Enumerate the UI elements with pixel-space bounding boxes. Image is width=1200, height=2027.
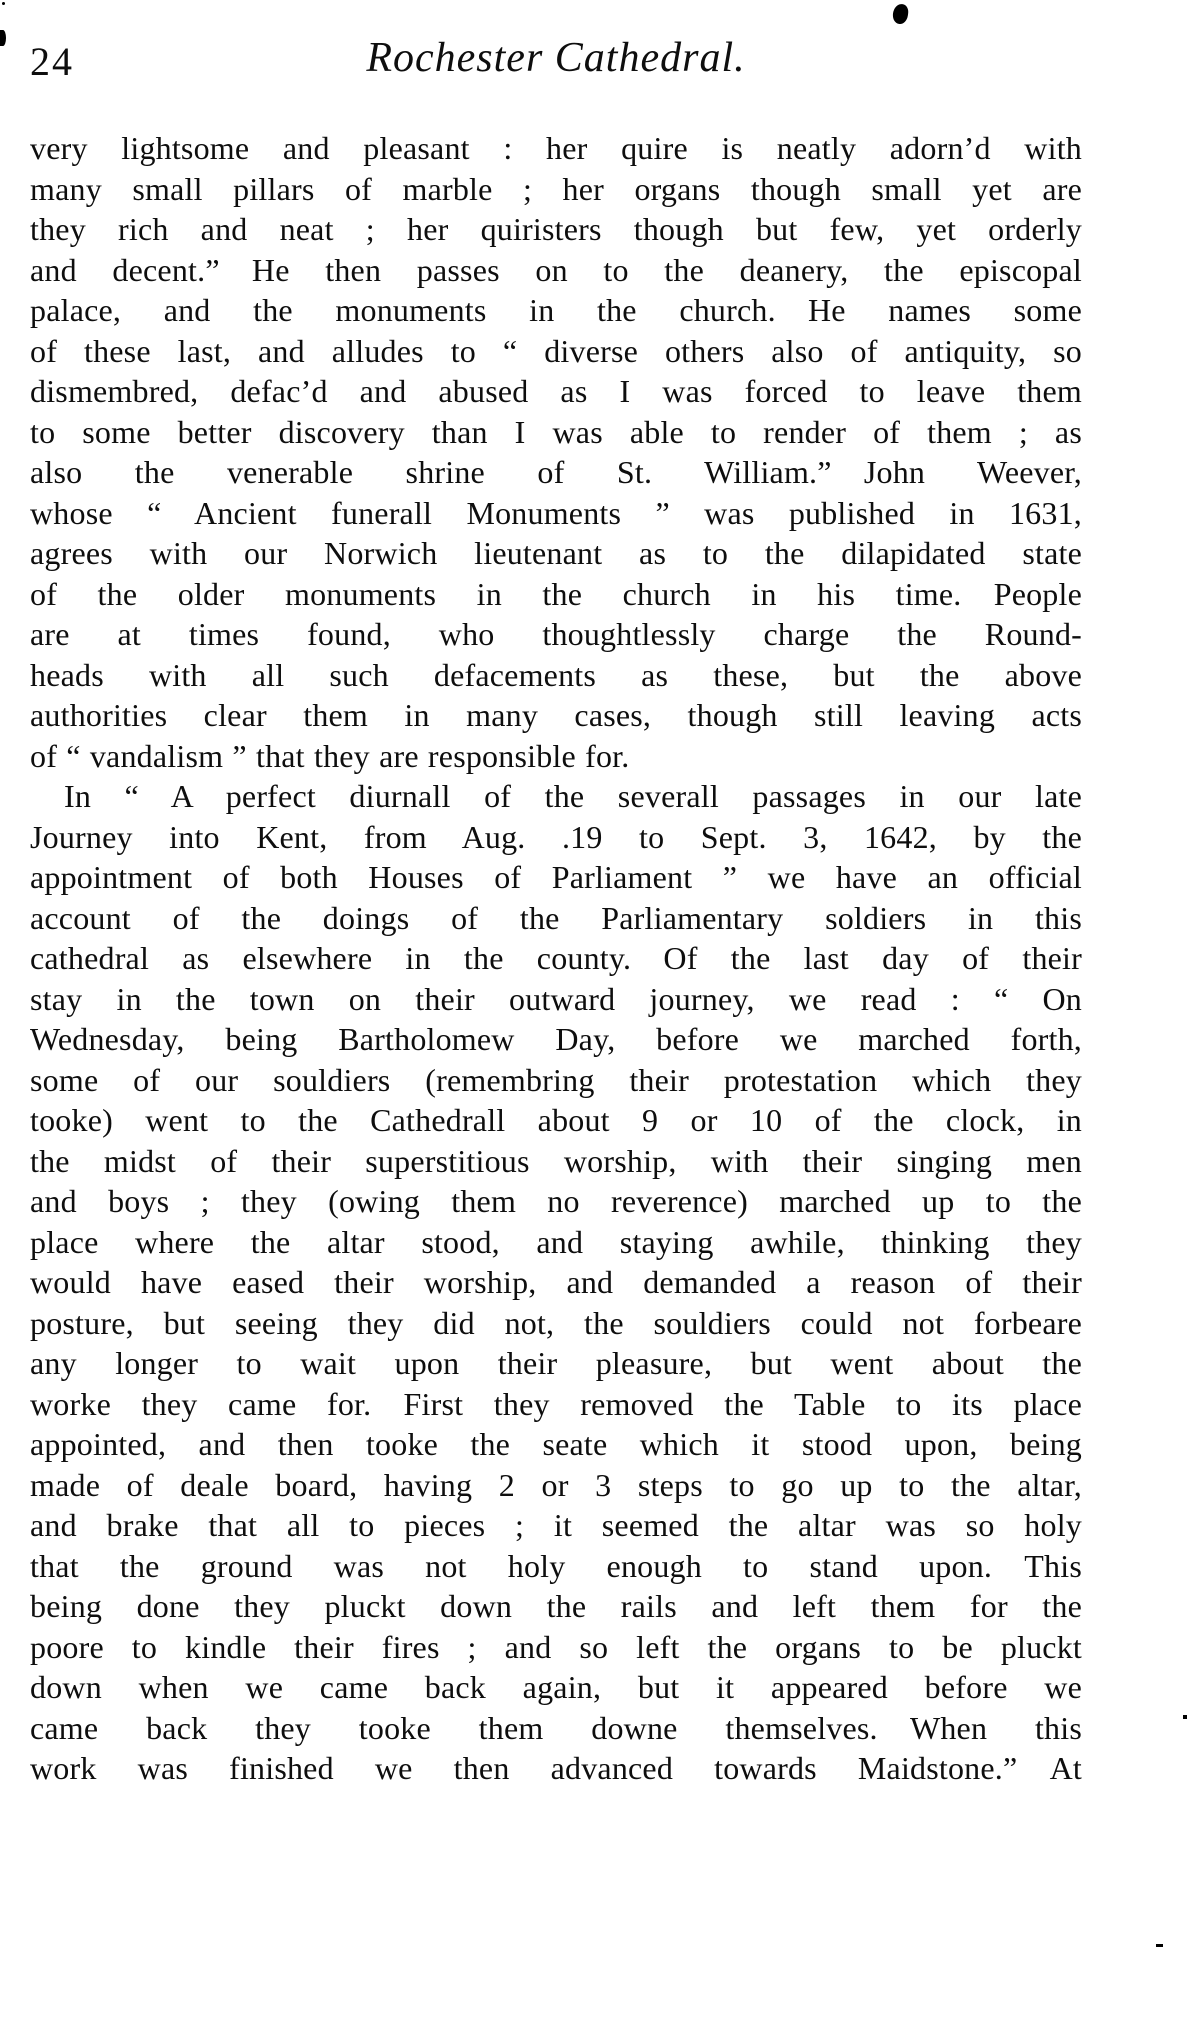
text-line: and decent.” He then passes on to the deanery, the episcopal [30,251,1082,288]
text-line: appointment of both Houses of Parliament ” we have an official [30,859,1082,895]
text-line: to some better discovery than I was able to render of them ; as [30,413,1082,450]
ink-blot-artifact [892,3,910,25]
text-line: Wednesday, being Bartholomew Day, before we marched forth, [30,1021,1082,1057]
page-number: 24 [30,39,74,84]
text-line: they rich and neat ; her quiristers though but few, yet orderly [30,211,1082,247]
text-line: of “ vandalism ” that they are responsible for. [30,737,630,774]
text-line: being done they pluckt down the rails and left them for the [30,1588,1082,1624]
paragraph [30,776,1082,1789]
text-line: whose “ Ancient funerall Monuments ” was published in 1631, [30,494,1082,531]
text-line: and boys ; they (owing them no reverence) marched up to the [30,1183,1082,1219]
text-line: posture, but seeing they did not, the souldiers could not forbeare [30,1304,1082,1341]
text-line: heads with all such defacements as these, but the above [30,656,1082,693]
text-line: came back they tooke them downe themselves. When this [30,1709,1082,1746]
text-line: some of our souldiers (remembring their protestation which they [30,1061,1082,1098]
text-line: the midst of their superstitious worship, with their singing men [30,1142,1082,1179]
text-line: authorities clear them in many cases, though still leaving acts [30,697,1082,733]
text-line: of the older monuments in the church in his time. People [30,575,1082,612]
text-line: poore to kindle their fires ; and so left the organs to be pluckt [30,1628,1082,1665]
text-line: made of deale board, having 2 or 3 steps to go up to the altar, [30,1466,1082,1503]
right-dash-artifact [1156,1944,1163,1947]
text-line: palace, and the monuments in the church. He names some [30,292,1082,328]
paragraph [30,128,1082,776]
text-line: account of the doings of the Parliamentary soldiers in this [30,899,1082,936]
text-line: are at times found, who thoughtlessly charge the Round- [30,616,1082,652]
text-line: any longer to wait upon their pleasure, but went about the [30,1345,1082,1381]
text-line: worke they came for. First they removed the Table to its place [30,1385,1082,1422]
text-line: down when we came back again, but it appeared before we [30,1669,1082,1705]
text-line: and brake that all to pieces ; it seemed the altar was so holy [30,1507,1082,1543]
left-edge-mark-artifact [0,30,6,46]
text-line: agrees with our Norwich lieutenant as to the dilapidated state [30,535,1082,571]
body-text [30,128,1082,1789]
text-line: of these last, and alludes to “ diverse others also of antiquity, so [30,332,1082,369]
text-line: also the venerable shrine of St. William.” John Weever, [30,454,1082,490]
running-title: Rochester Cathedral. [366,35,746,81]
text-line: many small pillars of marble ; her organs though small yet are [30,170,1082,207]
text-line: stay in the town on their outward journey, we read : “ On [30,980,1082,1017]
text-line: work was finished we then advanced towards Maidstone.” At [30,1750,1082,1786]
text-line: would have eased their worship, and demanded a reason of their [30,1264,1082,1300]
text-line: appointed, and then tooke the seate which it stood upon, being [30,1426,1082,1462]
corner-dot-artifact [2,2,5,5]
text-line: In “ A perfect diurnall of the severall passages in our late [64,778,1082,814]
text-line: Journey into Kent, from Aug. .19 to Sept. 3, 1642, by the [30,818,1082,855]
text-line: dismembred, defac’d and abused as I was forced to leave them [30,373,1082,409]
text-line: tooke) went to the Cathedrall about 9 or 10 of the clock, in [30,1102,1082,1138]
text-line: place where the altar stood, and staying awhile, thinking they [30,1223,1082,1260]
text-line: very lightsome and pleasant : her quire is neatly adorn’d with [30,130,1082,166]
right-speck-artifact [1183,1715,1187,1719]
text-line: that the ground was not holy enough to stand upon. This [30,1547,1082,1584]
text-line: cathedral as elsewhere in the county. Of the last day of their [30,940,1082,976]
